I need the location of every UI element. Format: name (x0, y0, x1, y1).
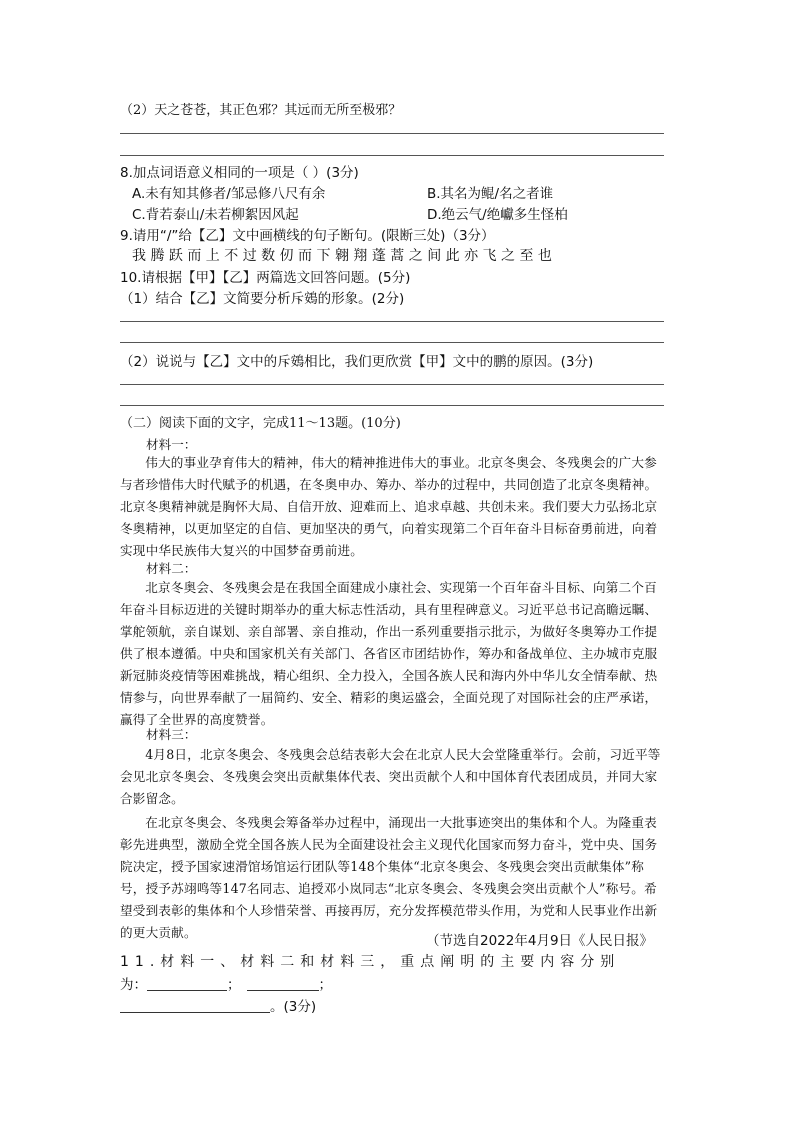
q7-2-text: （2）天之苍苍，其正色邪？其远而无所至极邪？ (120, 103, 402, 118)
answer-line (120, 342, 664, 343)
q8-stem: 8.加点词语意义相同的一项是（ ）(3分) (120, 165, 359, 181)
q11-stem: 11.材料一、材料二和材料三，重点阐明的主要内容分别 (120, 954, 621, 970)
q8-option-c: C.背若泰山/未若柳絮因风起 (132, 207, 299, 223)
answer-line (120, 321, 664, 322)
material2-title: 材料二： (146, 561, 197, 576)
answer-blank-2[interactable] (247, 976, 319, 991)
answer-line (120, 405, 664, 406)
answer-blank-1[interactable] (147, 976, 227, 991)
q10-sub2: （2）说说与【乙】文中的斥鴳相比，我们更欣赏【甲】文中的鹏的原因。(3分) (120, 354, 594, 370)
answer-line (120, 384, 664, 385)
q11-sep1: ； (227, 977, 241, 993)
material1-title: 材料一： (146, 437, 197, 452)
answer-blank-3[interactable] (120, 998, 270, 1013)
q8-option-d: D.绝云气/绝巘多生怪柏 (427, 207, 568, 223)
material1-text: 伟大的事业孕育伟大的精神，伟大的精神推进伟大的事业。北京冬奥会、冬残奥会的广大参与者珍惜伟大时代赋予的机遇，在冬奥申办、筹办、举办的过程中，共同创造了北京冬奥精神。北京冬奥精神就是胸怀大局、自信开放、迎难而上、追求卓越、共创未来。我们要大力弘扬北京冬奥精神，以更加坚定的自信、更加坚决的勇气，向着实现第二个百年奋斗目标奋勇前进，向着实现中华民族伟大复兴的中国梦奋勇前进。 (120, 455, 658, 558)
q9-sentence: 我 腾 跃 而 上 不 过 数 仞 而 下 翱 翔 蓬 蒿 之 间 此 亦 飞 之 至 也 (132, 248, 552, 264)
q11-end: 。(3分) (270, 999, 317, 1015)
section2-heading: （二）阅读下面的文字，完成11～13题。(10分) (120, 416, 401, 431)
material3-text2: 在北京冬奥会、冬残奥会筹备举办过程中，涌现出一大批事迹突出的集体和个人。为隆重表彰先进典型，激励全党全国各族人民为全面建设社会主义现代化国家而努力奋斗，党中央、国务院决定，授予国家速滑馆场馆运行团队等148个集体“北京冬奥会、冬残奥会突出贡献集体”称号，授予苏翊鸣等147名同志、追授邓小岚同志“北京冬奥会、冬残奥会突出贡献个人”称号。希望受到表彰的集体和个人珍惜荣誉、再接再厉，充分发挥模范带头作用，为党和人民事业作出新的更大贡献。 (120, 815, 658, 940)
source-line: （节选自2022年4月9日《人民日报》 (426, 933, 654, 949)
material2-text: 北京冬奥会、冬残奥会是在我国全面建成小康社会、实现第一个百年奋斗目标、向第二个百年奋斗目标迈进的关键时期举办的重大标志性活动，具有里程碑意义。习近平总书记高瞻远瞩、掌舵领航，亲自谋划、亲自部署、亲自推动，作出一系列重要指示批示，为做好冬奥筹办工作提供了根本遵循。中央和国家机关有关部门、各省区市团结协作，筹办和备战单位、主办城市克服新冠肺炎疫情等困难挑战，精心组织、全力投入，全国各族人民和海内外中华儿女全情奉献、热情参与，向世界奉献了一届简约、安全、精彩的奥运盛会，全面兑现了对国际社会的庄严承诺，赢得了全世界的高度赞誉。 (120, 580, 658, 727)
q8-option-b: B.其名为鲲/名之者谁 (427, 186, 554, 202)
q11-for-label: 为： (120, 977, 147, 993)
q11-blanks-row1 (120, 973, 332, 993)
q8-option-a: A.未有知其修者/邹忌修八尺有余 (132, 186, 326, 202)
answer-line (120, 155, 664, 156)
material3-title: 材料三： (146, 727, 197, 742)
q10-sub1: （1）结合【乙】文简要分析斥鴳的形象。(2分) (120, 291, 405, 307)
q9-stem: 9.请用“/”给【乙】文中画横线的句子断句。(限断三处)（3分） (120, 228, 495, 244)
q11-blanks-row2 (120, 995, 316, 1015)
material3-text1: 4月8日，北京冬奥会、冬残奥会总结表彰大会在北京人民大会堂隆重举行。会前，习近平等会见北京冬奥会、冬残奥会突出贡献集体代表、突出贡献个人和中国体育代表团成员，并同大家合影留念。 (120, 747, 661, 806)
q11-sep2: ； (318, 977, 332, 993)
answer-line (120, 133, 664, 134)
q10-stem: 10.请根据【甲】【乙】两篇选文回答问题。(5分) (120, 270, 411, 286)
